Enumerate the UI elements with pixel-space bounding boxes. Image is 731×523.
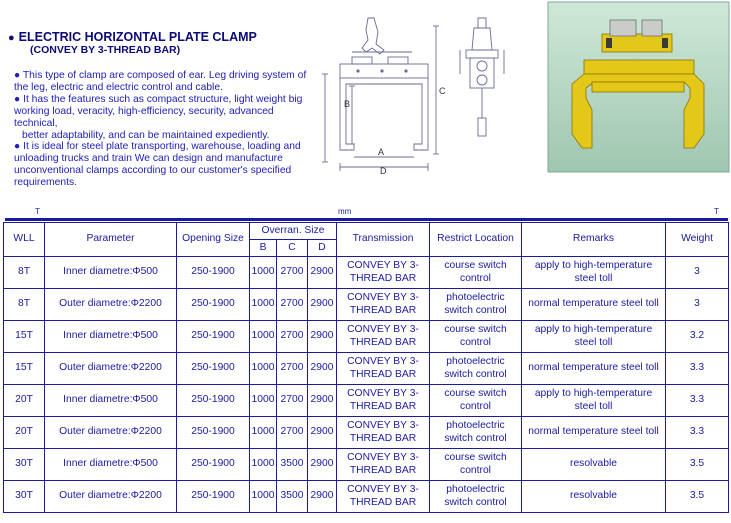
description <box>14 70 319 189</box>
table-row <box>4 481 729 513</box>
cell-remarks: normal temperature steel toll <box>522 353 666 385</box>
cell-weight: 3.3 <box>666 417 729 449</box>
cell-opening: 250-1900 <box>177 353 250 385</box>
page-title <box>8 30 257 44</box>
clamp-front-drawing <box>322 14 444 176</box>
cell-weight: 3 <box>666 289 729 321</box>
cell-remarks: normal temperature steel toll <box>522 289 666 321</box>
cell-opening: 250-1900 <box>177 449 250 481</box>
header-remarks: Remarks <box>522 223 666 257</box>
cell-remarks: resolvable <box>522 449 666 481</box>
cell-opening: 250-1900 <box>177 289 250 321</box>
dim-label-b: B <box>344 99 351 109</box>
cell-restrict: photoelectric switch control <box>430 417 522 449</box>
cell-b: 1000 <box>250 353 277 385</box>
cell-transmission: CONVEY BY 3-THREAD BAR <box>337 449 430 481</box>
cell-c: 2700 <box>277 321 308 353</box>
table-body <box>4 257 729 513</box>
cell-c: 3500 <box>277 449 308 481</box>
title-text: ELECTRIC HORIZONTAL PLATE CLAMP <box>18 30 257 44</box>
cell-wll: 8T <box>4 289 45 321</box>
cell-restrict: photoelectric switch control <box>430 289 522 321</box>
cell-transmission: CONVEY BY 3-THREAD BAR <box>337 289 430 321</box>
cell-opening: 250-1900 <box>177 385 250 417</box>
cell-b: 1000 <box>250 321 277 353</box>
spec-table <box>3 222 729 513</box>
dim-label-d: D <box>380 166 387 176</box>
cell-wll: 20T <box>4 417 45 449</box>
cell-restrict: photoelectric switch control <box>430 481 522 513</box>
cell-b: 1000 <box>250 417 277 449</box>
cell-d: 2900 <box>308 353 337 385</box>
cell-restrict: course switch control <box>430 257 522 289</box>
cell-opening: 250-1900 <box>177 321 250 353</box>
cell-b: 1000 <box>250 481 277 513</box>
cell-remarks: apply to high-temperature steel toll <box>522 385 666 417</box>
unit-bar <box>3 208 728 222</box>
page-subtitle: (CONVEY BY 3-THREAD BAR) <box>30 44 181 56</box>
cell-c: 3500 <box>277 481 308 513</box>
cell-d: 2900 <box>308 385 337 417</box>
header-restrict-location: Restrict Location <box>430 223 522 257</box>
cell-restrict: course switch control <box>430 449 522 481</box>
cell-restrict: course switch control <box>430 321 522 353</box>
cell-opening: 250-1900 <box>177 257 250 289</box>
unit-t-label: T <box>35 207 40 216</box>
cell-transmission: CONVEY BY 3-THREAD BAR <box>337 257 430 289</box>
cell-weight: 3.5 <box>666 449 729 481</box>
description-line: ● This type of clamp are composed of ear. Leg driving system of the leg, electric and electric control and cable. <box>14 70 307 93</box>
cell-wll: 8T <box>4 257 45 289</box>
cell-remarks: normal temperature steel toll <box>522 417 666 449</box>
header-transmission: Transmission <box>337 223 430 257</box>
cell-transmission: CONVEY BY 3-THREAD BAR <box>337 417 430 449</box>
cell-parameter: Outer diametre:Φ2200 <box>45 481 177 513</box>
cell-opening: 250-1900 <box>177 417 250 449</box>
product-photo <box>548 2 729 172</box>
clamp-side-drawing <box>452 14 512 146</box>
table-row <box>4 321 729 353</box>
header-d: D <box>308 240 337 257</box>
cell-restrict: photoelectric switch control <box>430 353 522 385</box>
description-line: ● It has the features such as compact structure, light weight big working load, veracity, high-efficiency, security, advanced technical, <box>14 93 303 129</box>
cell-d: 2900 <box>308 257 337 289</box>
cell-d: 2900 <box>308 417 337 449</box>
cell-transmission: CONVEY BY 3-THREAD BAR <box>337 321 430 353</box>
header-c: C <box>277 240 308 257</box>
cell-d: 2900 <box>308 321 337 353</box>
cell-parameter: Outer diametre:Φ2200 <box>45 417 177 449</box>
cell-c: 2700 <box>277 353 308 385</box>
bullet-icon: ● <box>8 32 15 44</box>
cell-c: 2700 <box>277 257 308 289</box>
cell-remarks: resolvable <box>522 481 666 513</box>
cell-transmission: CONVEY BY 3-THREAD BAR <box>337 353 430 385</box>
cell-b: 1000 <box>250 257 277 289</box>
table-row <box>4 353 729 385</box>
cell-wll: 15T <box>4 321 45 353</box>
dim-label-a: A <box>378 147 385 157</box>
table-row <box>4 289 729 321</box>
cell-wll: 15T <box>4 353 45 385</box>
cell-weight: 3.5 <box>666 481 729 513</box>
cell-wll: 30T <box>4 481 45 513</box>
header-b: B <box>250 240 277 257</box>
cell-weight: 3.3 <box>666 353 729 385</box>
cell-c: 2700 <box>277 385 308 417</box>
cell-parameter: Outer diametre:Φ2200 <box>45 289 177 321</box>
cell-wll: 30T <box>4 449 45 481</box>
cell-parameter: Inner diametre:Φ500 <box>45 257 177 289</box>
unit-divider <box>5 218 728 221</box>
table-row <box>4 449 729 481</box>
cell-c: 2700 <box>277 289 308 321</box>
cell-c: 2700 <box>277 417 308 449</box>
cell-remarks: apply to high-temperature steel toll <box>522 257 666 289</box>
cell-restrict: course switch control <box>430 385 522 417</box>
specification-table <box>3 208 728 513</box>
header-wll: WLL <box>4 223 45 257</box>
header-weight: Weight <box>666 223 729 257</box>
header-parameter: Parameter <box>45 223 177 257</box>
description-line: better adaptability, and can be maintained expediently. <box>22 129 270 141</box>
cell-parameter: Outer diametre:Φ2200 <box>45 353 177 385</box>
cell-weight: 3.2 <box>666 321 729 353</box>
cell-opening: 250-1900 <box>177 481 250 513</box>
table-row <box>4 385 729 417</box>
cell-wll: 20T <box>4 385 45 417</box>
cell-remarks: apply to high-temperature steel toll <box>522 321 666 353</box>
cell-parameter: Inner diametre:Φ500 <box>45 385 177 417</box>
cell-weight: 3 <box>666 257 729 289</box>
cell-transmission: CONVEY BY 3-THREAD BAR <box>337 385 430 417</box>
cell-b: 1000 <box>250 385 277 417</box>
cell-b: 1000 <box>250 289 277 321</box>
cell-weight: 3.3 <box>666 385 729 417</box>
cell-parameter: Inner diametre:Φ500 <box>45 321 177 353</box>
unit-mm-label: mm <box>338 207 352 216</box>
cell-b: 1000 <box>250 449 277 481</box>
description-line: ● It is ideal for steel plate transporting, warehouse, loading and unloading trucks and train We can design and manufacture unconventional clamps according to our customer's specified requirements. <box>14 141 301 189</box>
cell-parameter: Inner diametre:Φ500 <box>45 449 177 481</box>
header-overran-size: Overran. Size <box>250 223 337 240</box>
header-opening-size: Opening Size <box>177 223 250 257</box>
unit-t-weight-label: T <box>714 207 719 216</box>
cell-transmission: CONVEY BY 3-THREAD BAR <box>337 481 430 513</box>
table-row <box>4 257 729 289</box>
table-row <box>4 417 729 449</box>
cell-d: 2900 <box>308 449 337 481</box>
cell-d: 2900 <box>308 481 337 513</box>
dim-label-c: C <box>439 86 446 96</box>
cell-d: 2900 <box>308 289 337 321</box>
